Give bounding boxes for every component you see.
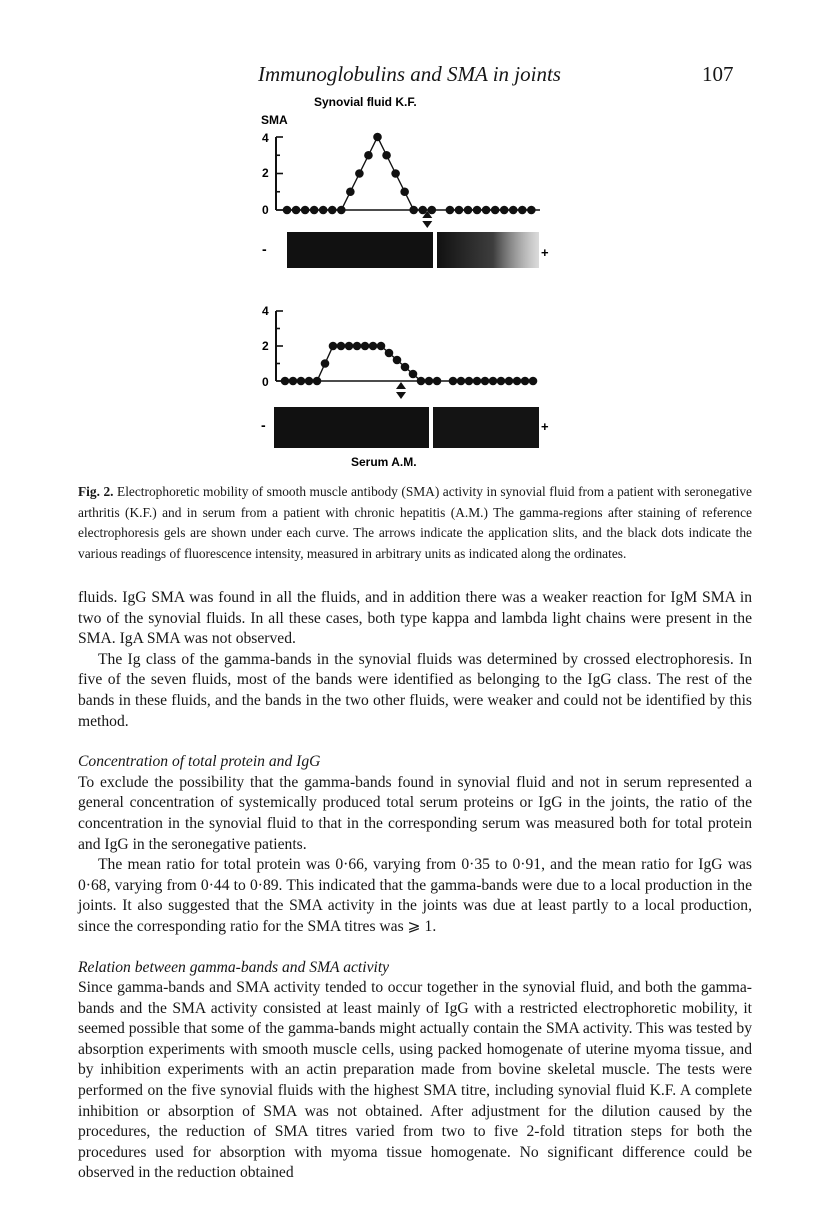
bottom-data-point	[361, 342, 370, 351]
top-panel-title: Synovial fluid K.F.	[314, 95, 417, 109]
bottom-data-point	[481, 377, 490, 386]
bottom-gel-band-left	[274, 407, 429, 448]
top-data-point	[509, 206, 518, 215]
top-data-point	[283, 206, 292, 215]
bottom-data-point	[345, 342, 354, 351]
paragraph-4: The mean ratio for total protein was 0·66, varying from 0·35 to 0·91, and the mean ratio for IgG was 0·68, varying from 0·44 to 0·89. This indicated that the gamma-bands were due to a local production in the joints. It also suggested that the SMA activity in the joints was due at least partly to a local production, since the corresponding ratio for the SMA titres was ⩾ 1.	[78, 856, 752, 935]
top-data-point	[328, 206, 337, 215]
bottom-data-point	[289, 377, 298, 386]
top-data-point	[446, 206, 455, 215]
top-data-point	[391, 169, 400, 178]
bottom-data-point	[321, 359, 330, 368]
top-data-point	[455, 206, 464, 215]
top-data-point	[527, 206, 536, 215]
bottom-data-point	[425, 377, 434, 386]
bottom-y-tick-4: 4	[262, 304, 269, 318]
bottom-data-point	[433, 377, 442, 386]
bottom-gel-band-right	[433, 407, 539, 448]
bottom-plus-sign: +	[541, 419, 549, 434]
top-data-point	[409, 206, 418, 215]
top-data-point	[382, 151, 391, 160]
bottom-data-point	[473, 377, 482, 386]
caption-label: Fig. 2.	[78, 484, 114, 499]
figure-2	[0, 0, 816, 470]
top-data-point	[418, 206, 427, 215]
bottom-data-point	[465, 377, 474, 386]
bottom-panel-title: Serum A.M.	[351, 455, 417, 469]
bottom-data-point	[297, 377, 306, 386]
bottom-data-point	[521, 377, 530, 386]
bottom-data-point	[377, 342, 386, 351]
top-arrow-down	[422, 221, 432, 228]
bottom-data-point	[409, 370, 418, 379]
top-y-tick-4: 4	[262, 131, 269, 145]
bottom-data-point	[369, 342, 378, 351]
top-gel-band-right	[437, 232, 539, 268]
bottom-data-point	[505, 377, 514, 386]
top-data-point	[301, 206, 310, 215]
paragraph-2: The Ig class of the gamma-bands in the synovial fluids was determined by crossed electrophoresis. In five of the seven fluids, most of the bands were identified as belonging to the IgG class. The rest of the bands in these fluids, and the bands in the two other fluids, were weaker and could not be identified by this method.	[78, 650, 752, 730]
top-data-point	[355, 169, 364, 178]
bottom-data-point	[401, 363, 410, 372]
top-series	[283, 133, 536, 215]
bottom-minus-sign: -	[261, 417, 266, 433]
figure-caption	[78, 482, 752, 564]
top-gel-band-left	[287, 232, 433, 268]
paragraph-1: fluids. IgG SMA was found in all the fluids, and in addition there was a weaker reaction for IgM SMA in two of the synovial fluids. In all these cases, both type kappa and lambda light chains were present in the SMA. IgA SMA was not observed.	[78, 589, 752, 648]
bottom-data-point	[457, 377, 466, 386]
bottom-y-tick-2: 2	[262, 339, 269, 353]
bottom-data-point	[353, 342, 362, 351]
top-data-point	[518, 206, 527, 215]
bottom-data-point	[305, 377, 314, 386]
top-plus-sign: +	[541, 245, 549, 260]
running-head: Immunoglobulins and SMA in joints	[258, 62, 561, 86]
section-heading-concentration: Concentration of total protein and IgG	[78, 753, 321, 771]
bottom-y-tick-0: 0	[262, 375, 269, 389]
top-y-tick-2: 2	[262, 166, 269, 180]
top-data-point	[346, 187, 355, 196]
body-text	[78, 588, 752, 1184]
caption-text: Electrophoretic mobility of smooth muscle antibody (SMA) activity in synovial fluid from a patient with seronegative arthritis (K.F.) and in serum from a patient with chronic hepatitis (A.M.) The gamma-regions after staining of reference electrophoresis gels are shown under each curve. The arrows indicate the application slits, and the black dots indicate the various readings of fluorescence intensity, measured in arbitrary units as indicated along the ordinates.	[78, 484, 752, 561]
bottom-data-point	[417, 377, 426, 386]
bottom-data-point	[329, 342, 338, 351]
top-data-point	[473, 206, 482, 215]
top-data-point	[482, 206, 491, 215]
bottom-data-point	[313, 377, 322, 386]
figure-svg	[0, 0, 816, 470]
bottom-data-point	[489, 377, 498, 386]
top-data-point	[464, 206, 473, 215]
bottom-arrow-up	[396, 382, 406, 389]
bottom-data-point	[337, 342, 346, 351]
paragraph-5: Since gamma-bands and SMA activity tended to occur together in the synovial fluid, and both the gamma-bands and the SMA activity consisted at least mainly of IgG with a restricted electrophoretic mobility, it seemed possible that some of the gamma-bands might actually contain the SMA activity. This was tested by absorption experiments with smooth muscle cells, using packed homogenate of uterine myoma tissue, and by inhibition experiments with an actin preparation made from bovine skeletal muscle. The tests were performed on the five synovial fluids with the highest SMA titre, including synovial fluid K.F. A complete inhibition or absorption of SMA was not obtained. After adjustment for the dilution caused by the procedures, the reduction of SMA titres varied from two to five 2-fold titration steps for both the procedures used for absorption with myoma tissue homogenate. No significant difference could be observed in the reduction obtained	[78, 979, 752, 1182]
bottom-data-point	[385, 349, 394, 358]
top-data-point	[337, 206, 346, 215]
bottom-data-point	[513, 377, 522, 386]
bottom-data-point	[497, 377, 506, 386]
top-data-point	[310, 206, 319, 215]
top-data-point	[292, 206, 301, 215]
top-data-point	[400, 187, 409, 196]
section-heading-relation: Relation between gamma-bands and SMA activity	[78, 958, 390, 976]
bottom-series	[281, 342, 538, 386]
top-data-point	[500, 206, 509, 215]
top-y-tick-0: 0	[262, 203, 269, 217]
top-data-point	[364, 151, 373, 160]
bottom-data-point	[449, 377, 458, 386]
paragraph-3: To exclude the possibility that the gamma-bands found in synovial fluid and not in serum represented a general concentration of systemically produced total serum proteins or IgG in the joints, the ratio of the concentration in the synovial fluid to that in the corresponding serum was measured both for total protein and IgG in the seronegative patients.	[78, 773, 752, 853]
top-data-point	[491, 206, 500, 215]
top-y-axis-label: SMA	[261, 113, 288, 127]
top-data-point	[373, 133, 382, 142]
bottom-application-slit-arrow	[396, 382, 406, 399]
bottom-data-point	[281, 377, 290, 386]
top-minus-sign: -	[262, 241, 267, 257]
page-number: 107	[702, 62, 734, 86]
bottom-arrow-down	[396, 392, 406, 399]
top-data-point	[319, 206, 328, 215]
bottom-data-point	[529, 377, 538, 386]
top-data-point	[428, 206, 437, 215]
bottom-data-point	[393, 356, 402, 365]
